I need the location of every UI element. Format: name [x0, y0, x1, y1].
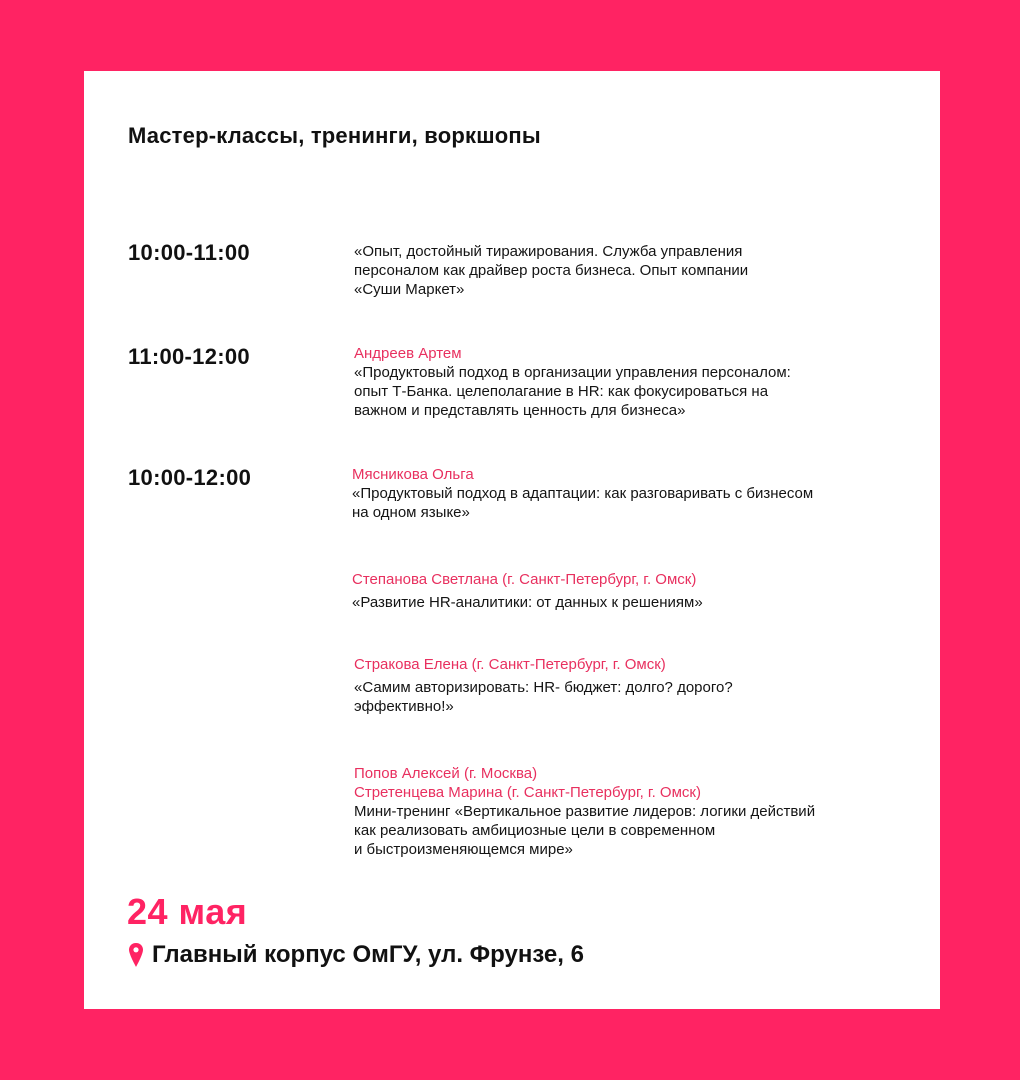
talk-title: «Самим авторизировать: HR- бюджет: долго? дорого? эффективно!» [354, 679, 733, 715]
talk-title: «Продуктовый подход в адаптации: как разговаривать с бизнесом на одном языке» [352, 485, 814, 521]
schedule-entry [354, 344, 894, 420]
schedule-entry [352, 570, 892, 612]
talk-title: «Продуктовый подход в организации управления персоналом: опыт Т-Банка. целеполагание в HR: как фокусироваться на важном и представлять ценность для бизнеса» [354, 364, 791, 419]
speaker-name: Мясникова Ольга [352, 466, 474, 483]
talk-title: «Развитие HR-аналитики: от данных к решениям» [352, 594, 703, 611]
time-slot: 10:00-12:00 [128, 465, 252, 490]
time-slot: 10:00-11:00 [128, 240, 250, 265]
page-title: Мастер-классы, тренинги, воркшопы [128, 123, 541, 148]
venue [128, 941, 584, 969]
schedule-entry [352, 465, 892, 522]
event-date: 24 мая [127, 891, 248, 932]
speaker-name: Андреев Артем [354, 345, 462, 362]
venue-address: Главный корпус ОмГУ, ул. Фрунзе, 6 [152, 941, 584, 968]
time-slot: 11:00-12:00 [128, 344, 250, 369]
speaker-name: Стракова Елена (г. Санкт-Петербург, г. Омск) [354, 656, 666, 673]
schedule-entry [354, 655, 894, 716]
schedule-entry [354, 764, 894, 859]
speaker-name: Попов Алексей (г. Москва) [354, 765, 538, 782]
talk-title: Мини-тренинг «Вертикальное развитие лидеров: логики действий как реализовать амбициозные цели в современном и быстроизменяющемся мире» [354, 803, 816, 858]
speaker-name: Степанова Светлана (г. Санкт-Петербург, г. Омск) [352, 571, 697, 588]
schedule-entry [354, 242, 894, 299]
speaker-name: Стретенцева Марина (г. Санкт-Петербург, г. Омск) [354, 784, 701, 801]
poster-card [84, 71, 940, 1009]
talk-title: «Опыт, достойный тиражирования. Служба управления персоналом как драйвер роста бизнеса. Опыт компании «Суши Маркет» [354, 243, 749, 298]
map-pin-icon [128, 942, 144, 968]
